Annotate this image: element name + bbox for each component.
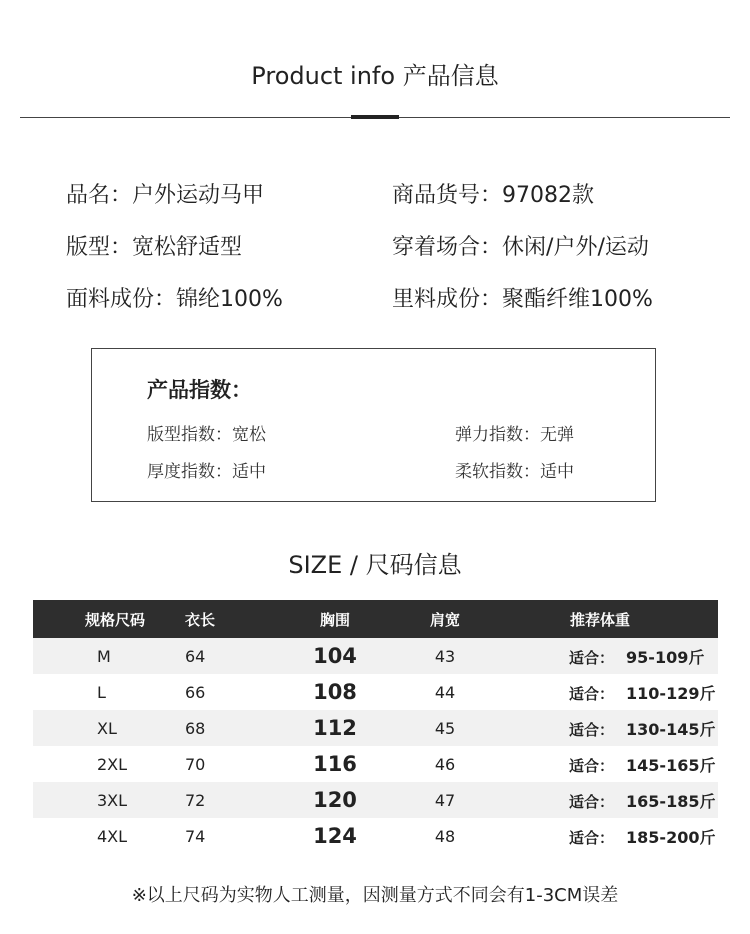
cell-size: L [97, 682, 106, 702]
info-value: 休闲/户外/运动 [502, 234, 649, 260]
fit-prefix: 适合 ： [569, 757, 614, 775]
index-label: 弹力指数 ： [455, 425, 540, 445]
weight-range: 185-200斤 [626, 827, 716, 847]
fit-prefix: 适合 ： [569, 685, 614, 703]
fit-prefix: 适合 ： [569, 721, 614, 739]
product-info-heading: Product info 产品信息 [251, 62, 499, 90]
table-row [33, 818, 718, 854]
weight-range: 145-165斤 [626, 755, 716, 775]
info-value: 宽松舒适型 [132, 234, 243, 260]
header-shoulder: 肩宽 [429, 610, 460, 629]
index-label: 厚度指数 ： [147, 462, 232, 482]
cell-weight [495, 825, 718, 848]
fit-prefix: 适合 ： [569, 793, 614, 811]
cell-chest: 108 [313, 680, 357, 704]
product-index-title: 产品指数： [147, 378, 252, 402]
index-item-elasticity [455, 420, 574, 445]
weight-range: 130-145斤 [626, 719, 716, 739]
info-row [66, 271, 706, 323]
index-label: 版型指数 ： [147, 425, 232, 445]
fit-prefix: 适合 ： [569, 649, 614, 667]
header-size: 规格尺码 [85, 610, 146, 629]
table-row [33, 746, 718, 782]
cell-shoulder: 44 [434, 682, 456, 702]
info-label: 品名 ： [66, 178, 132, 209]
info-label: 面料成份 ： [66, 282, 176, 313]
cell-length: 66 [185, 682, 206, 702]
cell-weight [495, 645, 718, 668]
table-row [33, 782, 718, 818]
cell-weight [495, 681, 718, 704]
info-label: 商品货号 ： [392, 178, 502, 209]
index-item-thickness [147, 457, 266, 482]
weight-range: 95-109斤 [626, 647, 705, 667]
info-item-name [66, 178, 392, 209]
cell-size: 3XL [97, 790, 128, 810]
info-item-lining [392, 282, 653, 313]
product-info-grid [66, 167, 706, 323]
cell-chest: 112 [313, 716, 357, 740]
cell-weight [495, 717, 718, 740]
size-table-header [33, 600, 718, 638]
index-value: 适中 [232, 462, 266, 482]
index-item-fit [147, 420, 266, 445]
info-label: 版型 ： [66, 230, 132, 261]
cell-shoulder: 48 [434, 826, 456, 846]
index-item-softness [455, 457, 574, 482]
size-heading: SIZE / 尺码信息 [288, 551, 462, 579]
cell-chest: 116 [313, 752, 357, 776]
measurement-note: ※以上尺码为实物人工测量，因测量方式不同会有1-3CM误差 [131, 885, 619, 906]
table-row [33, 710, 718, 746]
heading-divider-accent [351, 115, 399, 119]
table-row [33, 674, 718, 710]
info-value: 97082款 [502, 182, 595, 208]
weight-range: 110-129斤 [626, 683, 716, 703]
info-item-occasion [392, 230, 649, 261]
index-value: 宽松 [232, 425, 266, 445]
cell-chest: 124 [313, 824, 357, 848]
cell-chest: 104 [313, 644, 357, 668]
cell-length: 74 [185, 826, 206, 846]
weight-range: 165-185斤 [626, 791, 716, 811]
index-value: 适中 [540, 462, 574, 482]
info-item-fabric [66, 282, 392, 313]
fit-prefix: 适合 ： [569, 829, 614, 847]
index-value: 无弹 [540, 425, 574, 445]
info-label: 穿着场合 ： [392, 230, 502, 261]
size-table [33, 600, 718, 854]
cell-size: 4XL [97, 826, 128, 846]
cell-length: 64 [185, 646, 206, 666]
cell-length: 70 [185, 754, 206, 774]
info-item-sku [392, 178, 594, 209]
cell-weight [495, 789, 718, 812]
header-length: 衣长 [185, 610, 216, 629]
info-row [66, 219, 706, 271]
info-item-fit [66, 230, 392, 261]
header-chest: 胸围 [319, 610, 350, 629]
cell-size: M [97, 646, 111, 666]
info-label: 里料成份 ： [392, 282, 502, 313]
table-row [33, 638, 718, 674]
cell-length: 72 [185, 790, 206, 810]
cell-chest: 120 [313, 788, 357, 812]
cell-size: 2XL [97, 754, 128, 774]
info-value: 户外运动马甲 [132, 182, 265, 208]
cell-shoulder: 43 [434, 646, 456, 666]
index-label: 柔软指数 ： [455, 462, 540, 482]
cell-weight [495, 753, 718, 776]
cell-shoulder: 46 [434, 754, 456, 774]
header-weight: 推荐体重 [570, 610, 631, 629]
info-value: 锦纶100% [176, 286, 283, 312]
cell-size: XL [97, 718, 117, 738]
info-value: 聚酯纤维100% [502, 286, 653, 312]
cell-length: 68 [185, 718, 206, 738]
product-index-box [91, 348, 656, 502]
cell-shoulder: 45 [434, 718, 456, 738]
info-row [66, 167, 706, 219]
cell-shoulder: 47 [434, 790, 456, 810]
